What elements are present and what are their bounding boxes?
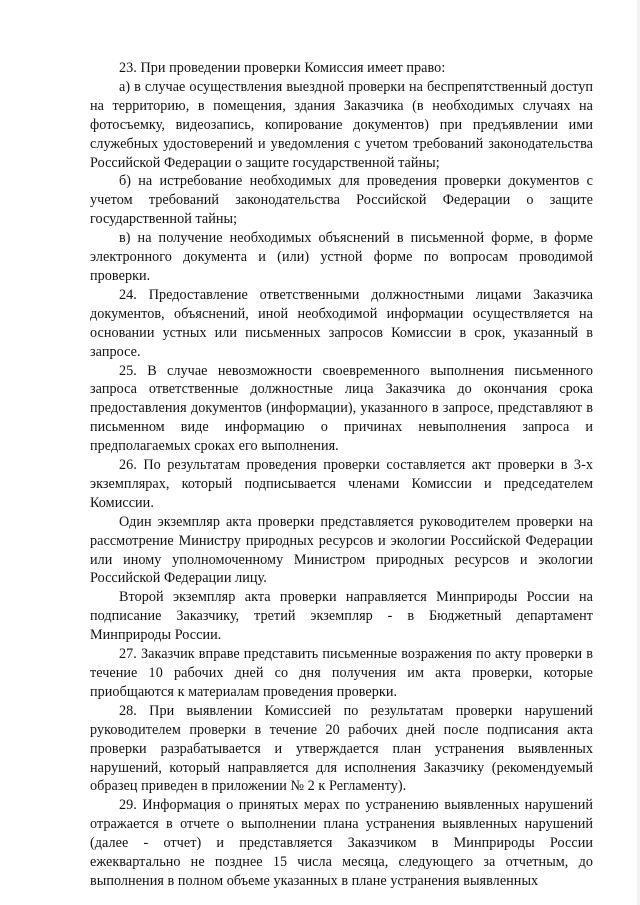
paragraph-26: 26. По результатам проведения проверки составляется акт проверки в 3-х экземплярах, который подписывается членами Комиссии и председателем Комиссии.	[90, 457, 593, 511]
paragraph-24: 24. Предоставление ответственными должностными лицами Заказчика документов, объяснений, иной необходимой информации осуществляется на основании устных или письменных запросов Комиссии в срок, указанный в запросе.	[90, 286, 593, 360]
document-body	[90, 59, 593, 891]
paragraph-26-copy-1: Один экземпляр акта проверки представляется руководителем проверки на рассмотрение Министру природных ресурсов и экологии Российской Федерации или иному уполномоченному Министром природных ресурсов и экологии Российской Федерации лицу.	[90, 513, 593, 587]
paragraph-26-copy-2: Второй экземпляр акта проверки направляется Минприроды России на подписание Заказчику, третий экземпляр - в Бюджетный департамент Минприроды России.	[90, 589, 593, 644]
paragraph-28: 28. При выявлении Комиссией по результатам проверки нарушений руководителем проверки в течение 20 рабочих дней после подписания акта проверки разрабатывается и утверждается план устранения выявленных нарушений, который направляется для исполнения Заказчику (рекомендуемый образец приведен в приложении № 2 к Регламенту).	[90, 702, 593, 795]
paragraph-23-b: б) на истребование необходимых для проведения проверки документов с учетом требований законодательства Российской Федерации о защите государственной тайны;	[90, 173, 593, 228]
paragraph-23-a: а) в случае осуществления выездной проверки на беспрепятственный доступ на территорию, в помещения, здания Заказчика (в необходимых случаях на фотосъемку, видеозапись, копирование документов) при предъявлении ими служебных удостоверений и уведомления с учетом требований законодательства Российской Федерации о защите государственной тайны;	[90, 78, 593, 171]
paragraph-23-heading: 23. При проведении проверки Комиссия имеет право:	[119, 60, 446, 76]
paragraph-23-v: в) на получение необходимых объяснений в письменной форме, в форме электронного документа и (или) устной форме по вопросам проводимой проверки.	[90, 230, 593, 284]
paragraph-29: 29. Информация о принятых мерах по устранению выявленных нарушений отражается в отчете о выполнении плана устранения выявленных нарушений (далее - отчет) и представляется Заказчиком в Минприроды России ежеквартально не позднее 15 числа месяца, следующего за отчетным, до выполнения в полном объеме указанных в плане устранения выявленных	[90, 797, 593, 889]
paragraph-27: 27. Заказчик вправе представить письменные возражения по акту проверки в течение 10 рабочих дней со дня получения им акта проверки, которые приобщаются к материалам проведения проверки.	[90, 646, 593, 700]
paragraph-25: 25. В случае невозможности своевременного выполнения письменного запроса ответственные должностные лица Заказчика до окончания срока предоставления документов (информации), указанного в запросе, представляют в письменном виде информацию о причинах невыполнения запроса и предполагаемых сроках его выполнения.	[90, 362, 593, 455]
